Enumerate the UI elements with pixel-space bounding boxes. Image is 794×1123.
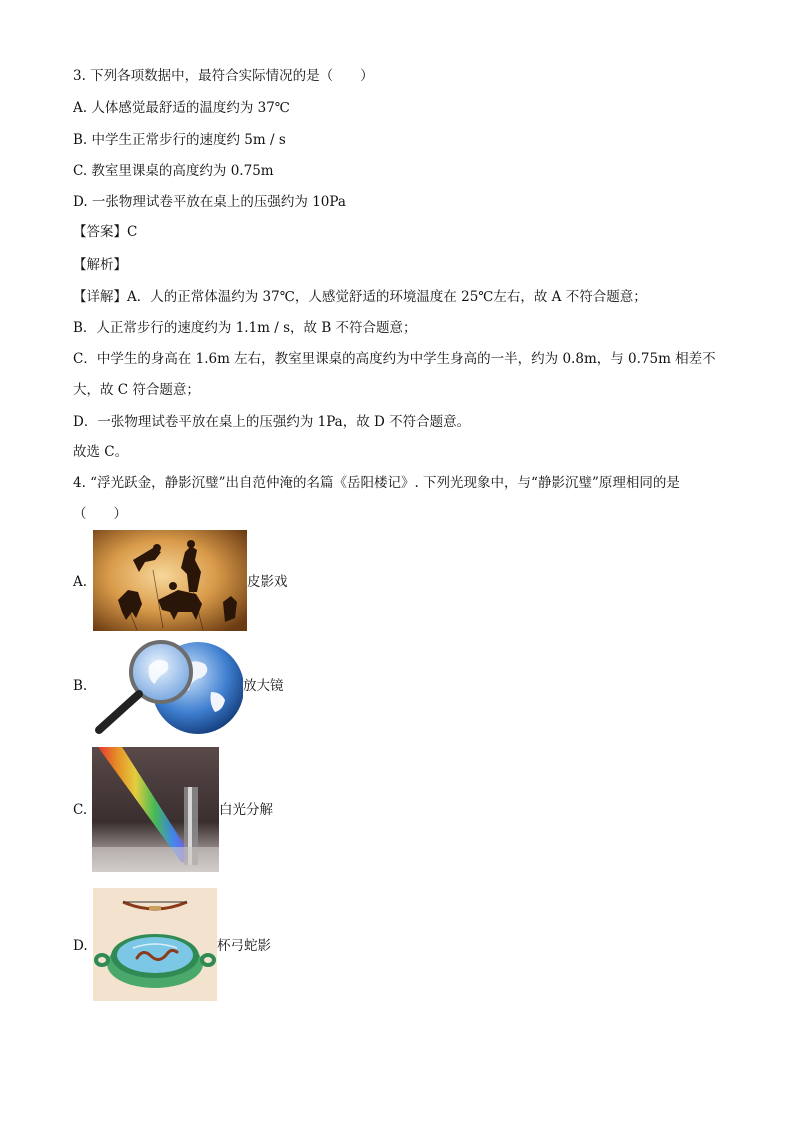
q3-analysis-title: 【解析】	[73, 257, 127, 273]
q4-option-d-caption: 杯弓蛇影	[217, 938, 271, 954]
q3-detail-3: C．中学生的身高在 1.6m 左右，教室里课桌的高度约为中学生身高的一半，约为 0.8m，与 0.75m 相差不	[73, 351, 716, 367]
q4-stem-line2: （ ）	[73, 506, 127, 522]
q3-answer: 【答案】C	[73, 224, 138, 240]
q3-detail-5: D．一张物理试卷平放在桌上的压强约为 1Pa，故 D 不符合题意。	[73, 414, 471, 430]
q4-option-c-caption: 白光分解	[219, 802, 273, 818]
q3-option-a: A. 人体感觉最舒适的温度约为 37℃	[73, 100, 290, 116]
q3-detail-1: 【详解】A．人的正常体温约为 37℃，人感觉舒适的环境温度在 25℃左右，故 A 不符合题意；	[73, 289, 647, 305]
magnifier-globe-image	[93, 636, 243, 734]
q4-option-b-caption: 放大镜	[243, 678, 284, 694]
q4-stem-line1: 4. “浮光跃金，静影沉璧”出自范仲淹的名篇《岳阳楼记》. 下列光现象中，与“静影沉璧”原理相同的是	[73, 475, 680, 491]
q4-option-a-label: A.	[73, 574, 88, 590]
prism-dispersion-image	[92, 747, 219, 872]
q3-stem: 3. 下列各项数据中，最符合实际情况的是（ ）	[73, 68, 374, 84]
q4-option-d-label: D.	[73, 938, 88, 954]
q4-option-a-caption: 皮影戏	[247, 574, 288, 590]
q3-option-b: B. 中学生正常步行的速度约 5m / s	[73, 132, 286, 148]
bow-reflection-image	[93, 888, 217, 1001]
q3-detail-2: B．人正常步行的速度约为 1.1m / s，故 B 不符合题意；	[73, 320, 417, 336]
q4-option-c-label: C.	[73, 802, 88, 818]
q3-option-d: D. 一张物理试卷平放在桌上的压强约为 10Pa	[73, 194, 346, 210]
q3-option-c: C. 教室里课桌的高度约为 0.75m	[73, 163, 274, 179]
q4-option-b-label: B.	[73, 678, 88, 694]
q3-detail-6: 故选 C。	[73, 444, 129, 460]
q3-detail-4: 大，故 C 符合题意；	[73, 382, 200, 398]
shadow-puppet-image	[93, 530, 247, 631]
